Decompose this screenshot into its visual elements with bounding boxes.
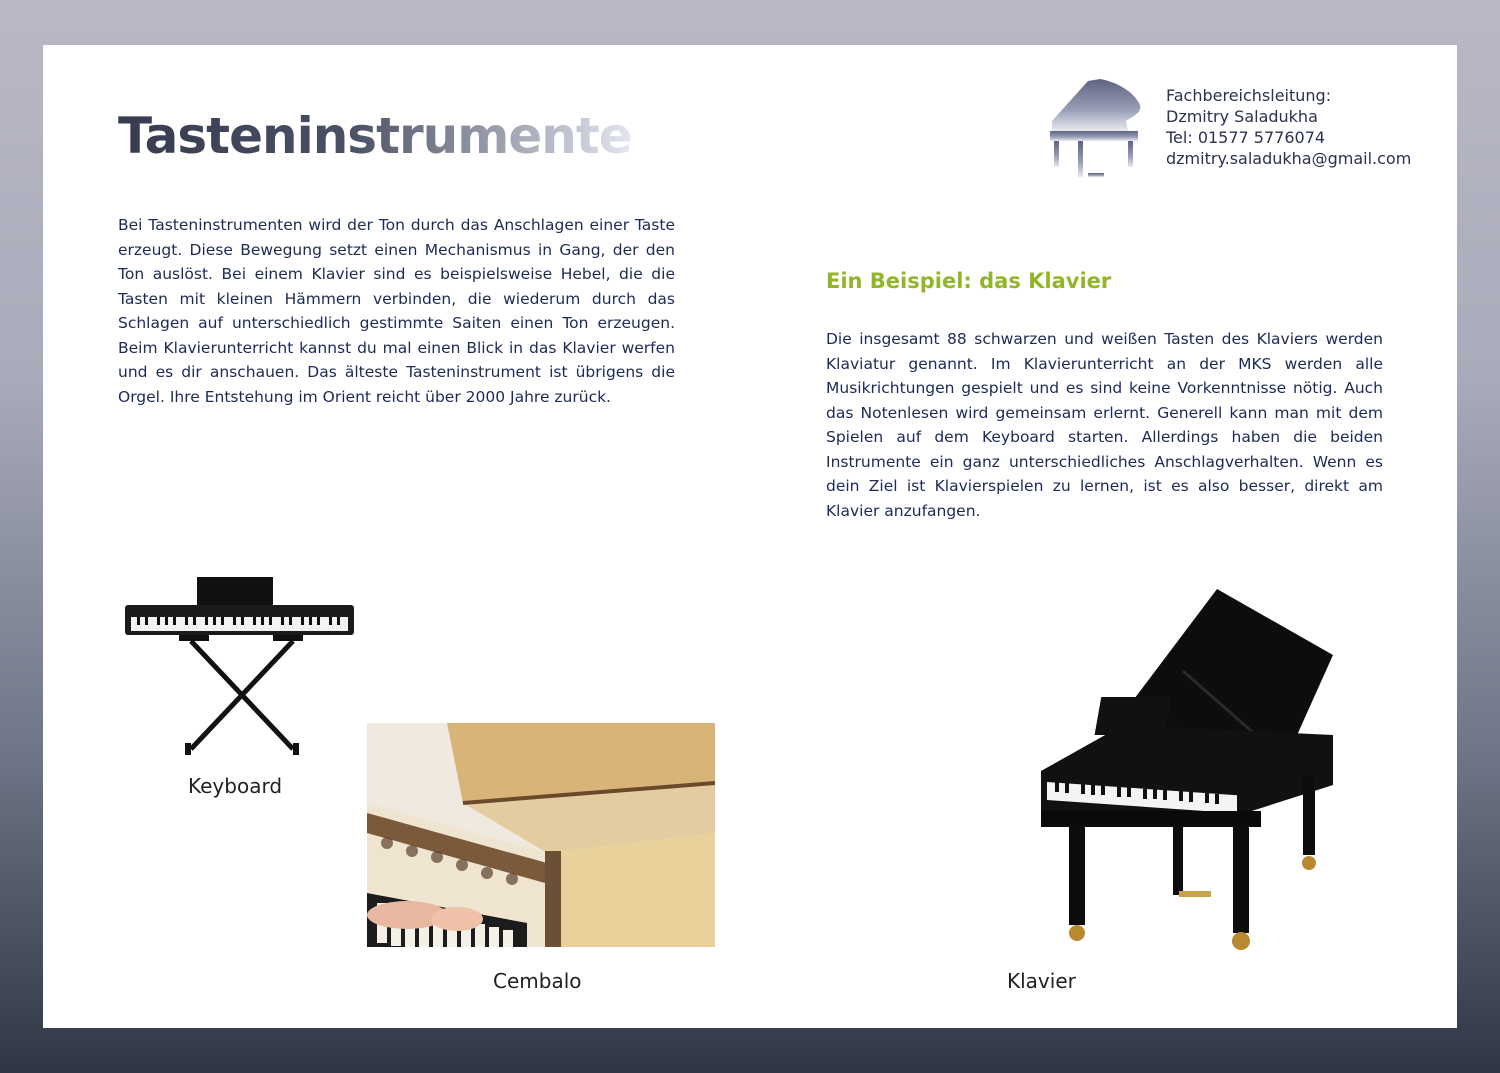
keyboard-image [123, 573, 358, 755]
contact-phone: Tel: 01577 5776074 [1166, 128, 1326, 147]
contact-role: Fachbereichsleitung: [1166, 86, 1332, 105]
cembalo-image [367, 723, 715, 947]
brochure-page [43, 45, 1457, 1028]
page-title: Tasteninstrumente [118, 107, 632, 165]
grand-piano-logo-icon [1048, 77, 1144, 189]
example-paragraph: Die insgesamt 88 schwarzen und weißen Tasten des Klaviers werden Klaviatur genannt. Im Klavierunterricht an der MKS werden alle Musikrichtungen gespielt und es sind keine Vorkenntnisse nötig. Auch das Notenlesen wird gemeinsam erlernt. Generell kann man mit dem Spielen auf dem Keyboard starten. Allerdings haben die beiden Instrumente ein ganz unterschiedliches Anschlagverhalten. Wenn es dein Ziel ist Klavierspielen zu lernen, ist es also besser, direkt am Klavier anzufangen. [826, 330, 1383, 520]
example-heading: Ein Beispiel: das Klavier [826, 269, 1112, 293]
grand-piano-image [1033, 585, 1333, 957]
keyboard-caption: Keyboard [188, 774, 283, 798]
cembalo-caption: Cembalo [493, 969, 582, 993]
contact-email[interactable]: dzmitry.saladukha@gmail.com [1166, 149, 1412, 168]
klavier-caption: Klavier [1007, 969, 1076, 993]
contact-name: Dzmitry Saladukha [1166, 107, 1318, 126]
intro-paragraph: Bei Tasteninstrumenten wird der Ton durch das Anschlagen einer Taste erzeugt. Diese Bewegung setzt einen Mechanismus in Gang, der den Ton auslöst. Bei einem Klavier sind es beispielsweise Hebel, die die Tasten mit kleinen Hämmern verbinden, die wiederum durch das Schlagen auf unterschiedlich gestimmte Saiten einen Ton erzeugen. Beim Klavierunterricht kannst du mal einen Blick in das Klavier werfen und es dir anschauen. Das älteste Tasteninstrument ist übrigens die Orgel. Ihre Entstehung im Orient reicht über 2000 Jahre zurück. [118, 216, 675, 406]
contact-block [1166, 85, 1411, 169]
